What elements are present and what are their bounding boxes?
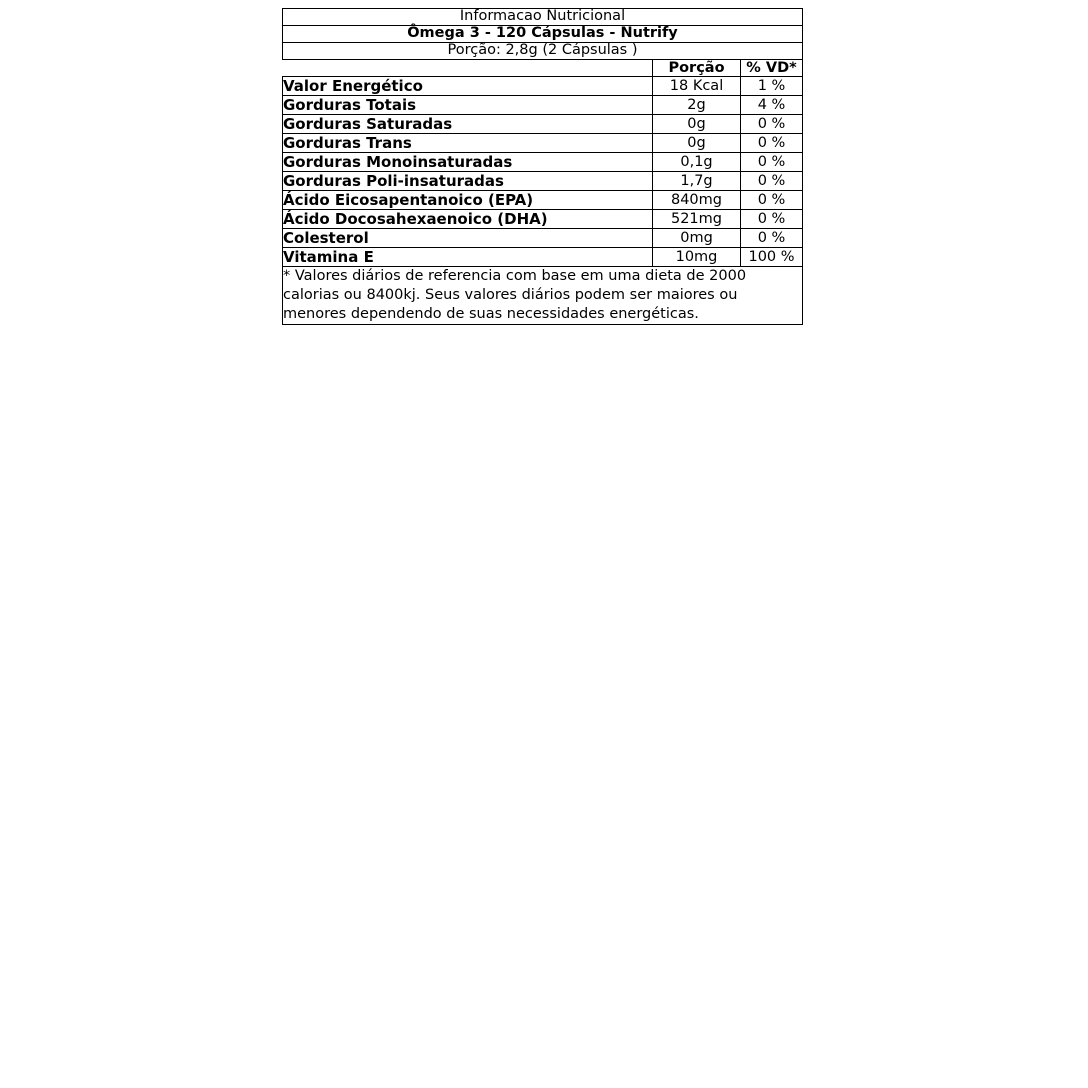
nutrient-name: Gorduras Monoinsaturadas — [283, 152, 653, 171]
nutrition-facts-panel — [282, 8, 802, 325]
nutrient-portion: 10mg — [653, 247, 741, 266]
nutrient-portion: 521mg — [653, 209, 741, 228]
nutrient-name: Gorduras Saturadas — [283, 114, 653, 133]
nutrient-name: Ácido Eicosapentanoico (EPA) — [283, 190, 653, 209]
nutrient-name: Colesterol — [283, 228, 653, 247]
table-header-row — [283, 59, 803, 76]
nutrient-dv: 0 % — [741, 228, 803, 247]
nutrient-dv: 4 % — [741, 95, 803, 114]
column-header-dv: % VD* — [741, 59, 803, 76]
nutrient-name: Ácido Docosahexaenoico (DHA) — [283, 209, 653, 228]
column-header-nutrient — [283, 59, 653, 76]
table-row — [283, 114, 803, 133]
table-row — [283, 95, 803, 114]
nutrient-portion: 0g — [653, 133, 741, 152]
nutrient-dv: 0 % — [741, 171, 803, 190]
nutrient-portion: 18 Kcal — [653, 76, 741, 95]
nutrition-table — [282, 8, 803, 325]
panel-title: Informacao Nutricional — [283, 9, 803, 26]
nutrient-dv: 1 % — [741, 76, 803, 95]
nutrient-dv: 0 % — [741, 152, 803, 171]
nutrient-dv: 0 % — [741, 190, 803, 209]
table-row — [283, 190, 803, 209]
serving-size: Porção: 2,8g (2 Cápsulas ) — [283, 42, 803, 59]
nutrient-name: Valor Energético — [283, 76, 653, 95]
daily-value-footnote: * Valores diários de referencia com base em uma dieta de 2000 calorias ou 8400kj. Seus valores diários podem ser maiores ou menores dependendo de suas necessidades energéticas. — [283, 266, 803, 324]
nutrient-dv: 0 % — [741, 133, 803, 152]
table-row — [283, 228, 803, 247]
nutrient-portion: 0g — [653, 114, 741, 133]
nutrient-portion: 0,1g — [653, 152, 741, 171]
table-title-row — [283, 9, 803, 26]
nutrient-portion: 840mg — [653, 190, 741, 209]
nutrient-portion: 1,7g — [653, 171, 741, 190]
column-header-portion: Porção — [653, 59, 741, 76]
table-row — [283, 171, 803, 190]
nutrient-dv: 0 % — [741, 114, 803, 133]
nutrient-name: Gorduras Poli-insaturadas — [283, 171, 653, 190]
table-row — [283, 152, 803, 171]
nutrient-name: Gorduras Totais — [283, 95, 653, 114]
nutrient-portion: 2g — [653, 95, 741, 114]
table-row — [283, 133, 803, 152]
table-row — [283, 209, 803, 228]
table-row — [283, 247, 803, 266]
table-footnote-row — [283, 266, 803, 324]
table-subtitle-row — [283, 25, 803, 42]
product-name: Ômega 3 - 120 Cápsulas - Nutrify — [283, 25, 803, 42]
table-row — [283, 76, 803, 95]
nutrient-name: Vitamina E — [283, 247, 653, 266]
table-serving-row — [283, 42, 803, 59]
nutrient-portion: 0mg — [653, 228, 741, 247]
nutrient-dv: 100 % — [741, 247, 803, 266]
nutrient-name: Gorduras Trans — [283, 133, 653, 152]
nutrient-dv: 0 % — [741, 209, 803, 228]
